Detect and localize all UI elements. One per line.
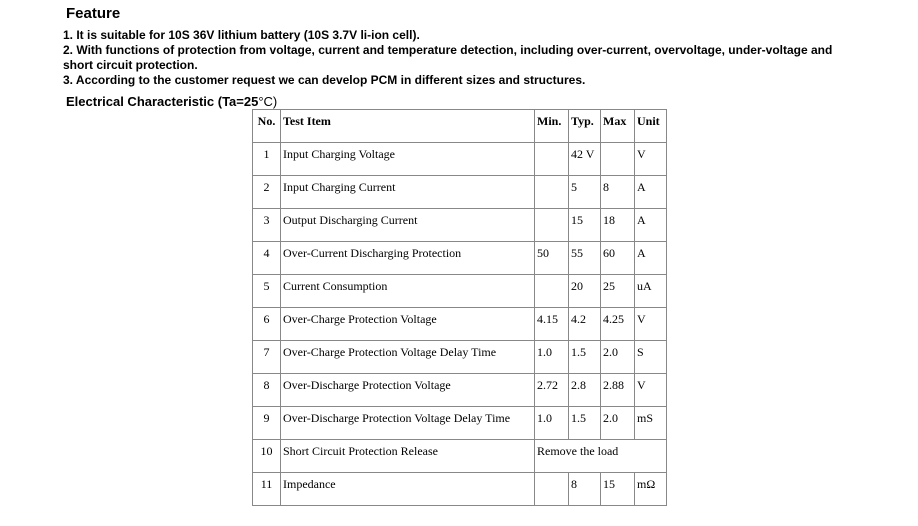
header-min: Min. (535, 110, 569, 143)
cell-test-item: Short Circuit Protection Release (281, 440, 535, 473)
cell-unit: A (635, 176, 667, 209)
cell-no: 1 (253, 143, 281, 176)
cell-max: 15 (601, 473, 635, 506)
cell-no: 9 (253, 407, 281, 440)
cell-min (535, 473, 569, 506)
table-row (253, 275, 667, 308)
cell-max: 2.0 (601, 341, 635, 374)
cell-max: 25 (601, 275, 635, 308)
table-row (253, 473, 667, 506)
header-unit: Unit (635, 110, 667, 143)
table-row (253, 143, 667, 176)
cell-min: 1.0 (535, 407, 569, 440)
cell-max: 4.25 (601, 308, 635, 341)
cell-unit: mΩ (635, 473, 667, 506)
cell-typ: 5 (569, 176, 601, 209)
table-row (253, 341, 667, 374)
cell-min (535, 143, 569, 176)
cell-min (535, 275, 569, 308)
cell-unit: mS (635, 407, 667, 440)
cell-no: 8 (253, 374, 281, 407)
cell-no: 5 (253, 275, 281, 308)
cell-typ: 15 (569, 209, 601, 242)
header-typ: Typ. (569, 110, 601, 143)
cell-min (535, 176, 569, 209)
cell-unit: A (635, 242, 667, 275)
cell-no: 6 (253, 308, 281, 341)
feature-item-2: 2. With functions of protection from voltage, current and temperature detection, including over-current, overvoltage, under-voltage and short circuit protection. (63, 43, 833, 72)
section-title-feature: Feature (66, 5, 121, 22)
cell-max (601, 143, 635, 176)
cell-test-item: Input Charging Current (281, 176, 535, 209)
header-no: No. (253, 110, 281, 143)
cell-min (535, 209, 569, 242)
cell-merged-value: Remove the load (535, 440, 667, 473)
electrical-title-text: Electrical Characteristic (Ta=25 (66, 94, 259, 109)
cell-no: 4 (253, 242, 281, 275)
cell-test-item: Over-Charge Protection Voltage (281, 308, 535, 341)
cell-min: 50 (535, 242, 569, 275)
cell-test-item: Over-Charge Protection Voltage Delay Time (281, 341, 535, 374)
feature-item-1: 1. It is suitable for 10S 36V lithium battery (10S 3.7V li-ion cell). (63, 28, 420, 42)
spec-table (252, 109, 667, 506)
table-row (253, 242, 667, 275)
cell-no: 7 (253, 341, 281, 374)
cell-no: 3 (253, 209, 281, 242)
table-row (253, 209, 667, 242)
header-test-item: Test Item (281, 110, 535, 143)
cell-max: 2.88 (601, 374, 635, 407)
cell-min: 4.15 (535, 308, 569, 341)
feature-item-3: 3. According to the customer request we can develop PCM in different sizes and structures. (63, 73, 586, 87)
section-title-electrical (66, 94, 277, 109)
cell-max: 8 (601, 176, 635, 209)
cell-unit: V (635, 143, 667, 176)
cell-min: 1.0 (535, 341, 569, 374)
table-row (253, 308, 667, 341)
cell-test-item: Current Consumption (281, 275, 535, 308)
header-max: Max (601, 110, 635, 143)
cell-typ: 42 V (569, 143, 601, 176)
cell-typ: 2.8 (569, 374, 601, 407)
cell-unit: V (635, 308, 667, 341)
cell-typ: 55 (569, 242, 601, 275)
cell-test-item: Over-Discharge Protection Voltage (281, 374, 535, 407)
cell-max: 2.0 (601, 407, 635, 440)
table-header-row (253, 110, 667, 143)
cell-test-item: Output Discharging Current (281, 209, 535, 242)
table-row (253, 374, 667, 407)
cell-typ: 4.2 (569, 308, 601, 341)
cell-test-item: Impedance (281, 473, 535, 506)
cell-test-item: Over-Current Discharging Protection (281, 242, 535, 275)
cell-max: 60 (601, 242, 635, 275)
cell-unit: A (635, 209, 667, 242)
cell-no: 10 (253, 440, 281, 473)
cell-unit: uA (635, 275, 667, 308)
table-row (253, 176, 667, 209)
table-row (253, 407, 667, 440)
cell-test-item: Over-Discharge Protection Voltage Delay Time (281, 407, 535, 440)
cell-typ: 8 (569, 473, 601, 506)
cell-test-item: Input Charging Voltage (281, 143, 535, 176)
cell-typ: 20 (569, 275, 601, 308)
cell-no: 2 (253, 176, 281, 209)
cell-no: 11 (253, 473, 281, 506)
cell-max: 18 (601, 209, 635, 242)
cell-typ: 1.5 (569, 407, 601, 440)
cell-unit: S (635, 341, 667, 374)
electrical-title-unit: °C) (258, 94, 278, 109)
cell-typ: 1.5 (569, 341, 601, 374)
feature-list (63, 28, 863, 88)
cell-min: 2.72 (535, 374, 569, 407)
cell-unit: V (635, 374, 667, 407)
table-row (253, 440, 667, 473)
